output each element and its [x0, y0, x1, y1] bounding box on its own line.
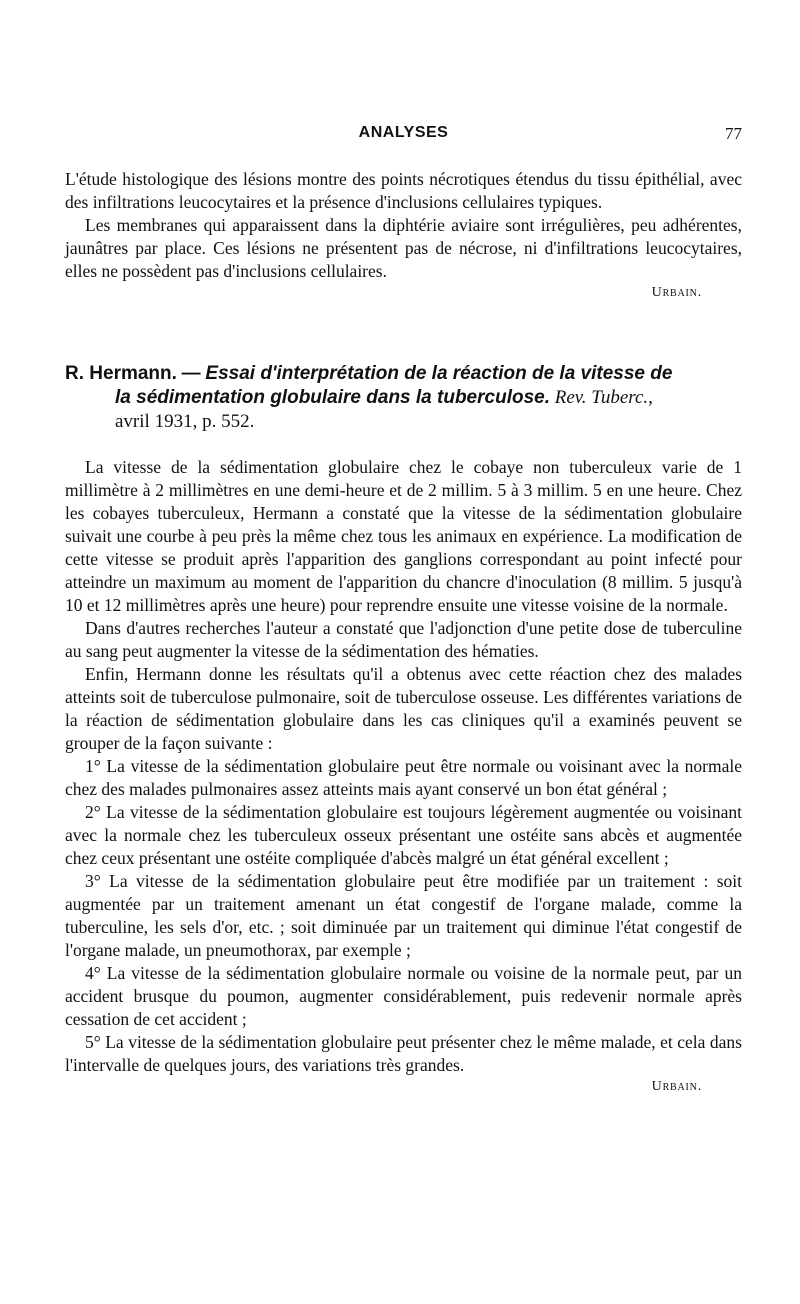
running-head: [65, 124, 742, 148]
article-author: R. Hermann.: [65, 363, 177, 384]
list-item-4: 4° La vitesse de la sédimentation globulaire normale ou voisine de la normale peut, par un accident brusque du poumon, augmenter considérablement, puis redevenir normale après cessation de cet accident ;: [65, 963, 742, 1029]
heading-line-2: [65, 386, 742, 410]
article-title-line-1: Essai d'interprétation de la réaction de la vitesse de: [205, 363, 673, 384]
body-paragraph-3: Enfin, Hermann donne les résultats qu'il a obtenus avec cette réaction chez des malades atteints soit de tuberculose pulmonaire, soit de tuberculose osseuse. Les différentes variations de la réaction de sédimentation globulaire dans les cas cliniques qu'il a examinés peuvent se grouper de la façon suivante :: [65, 664, 742, 753]
body-paragraph-2: Dans d'autres recherches l'auteur a constaté que l'adjonction d'une petite dose de tuberculine au sang peut augmenter la vitesse de la sédimentation des hématies.: [65, 618, 742, 661]
article-heading: [65, 362, 742, 434]
list-item-2: 2° La vitesse de la sédimentation globulaire est toujours légèrement augmentée ou voisinant avec la normale chez les tuberculeux osseux présentant une ostéite sans abcès et augmentée chez ceux présentant une ostéite compliquée d'abcès malgré un état général excellent ;: [65, 802, 742, 868]
first-review: [65, 168, 742, 301]
list-item-1: 1° La vitesse de la sédimentation globulaire peut être normale ou voisinant avec la normale chez des malades pulmonaires assez atteints mais ayant conservé un bon état général ;: [65, 756, 742, 799]
first-review-signature: Urbain.: [651, 285, 702, 300]
page-number: 77: [725, 124, 742, 143]
heading-line-1: [65, 362, 742, 386]
second-review-signature: Urbain.: [651, 1079, 702, 1094]
body-paragraph-1: La vitesse de la sédimentation globulaire chez le cobaye non tuberculeux varie de 1 millimètre à 2 millimètres en une demi-heure et de 2 millim. 5 à 3 millim. 5 en une heure. Chez les cobayes tuberculeux, Hermann a constaté que la vitesse de la sédimentation globulaire suivait une courbe à peu près la même chez tous les animaux en expérience. La modification de cette vitesse se produit après l'apparition des ganglions correspondant au point infecté pour atteindre un maximum au moment de l'apparition du chancre d'inoculation (8 millim. 5 jusqu'à 10 et 12 millimètres après une heure) pour reprendre ensuite une vitesse voisine de la normale.: [65, 457, 742, 615]
citation: avril 1931, p. 552.: [115, 411, 255, 432]
running-title: ANALYSES: [358, 124, 449, 141]
list-item-5: 5° La vitesse de la sédimentation globulaire peut présenter chez le même malade, et cela dans l'intervalle de quelques jours, des variations très grandes.: [65, 1032, 742, 1075]
second-review-body: [65, 456, 742, 1095]
list-item-3: 3° La vitesse de la sédimentation globulaire peut être modifiée par un traitement : soit augmentée par un traitement amenant un état congestif de l'organe malade, comme la tuberculine, les sels d'or, etc. ; soit diminuée par un traitement qui diminue l'état congestif de l'organe malade, un pneumothorax, par exemple ;: [65, 871, 742, 960]
article-title-line-2: la sédimentation globulaire dans la tuberculose.: [115, 387, 550, 408]
journal-name: Rev. Tuberc.,: [554, 387, 653, 408]
first-review-paragraph-1: L'étude histologique des lésions montre des points nécrotiques étendus du tissu épithélial, avec des infiltrations leucocytaires et la présence d'inclusions cellulaires typiques.: [65, 169, 742, 212]
heading-dash: —: [181, 363, 201, 384]
first-review-paragraph-2: Les membranes qui apparaissent dans la diphtérie aviaire sont irrégulières, peu adhérentes, jaunâtres par place. Ces lésions ne présentent pas de nécrose, ni d'infiltrations leucocytaires, elles ne possèdent pas d'inclusions cellulaires.: [65, 215, 742, 281]
